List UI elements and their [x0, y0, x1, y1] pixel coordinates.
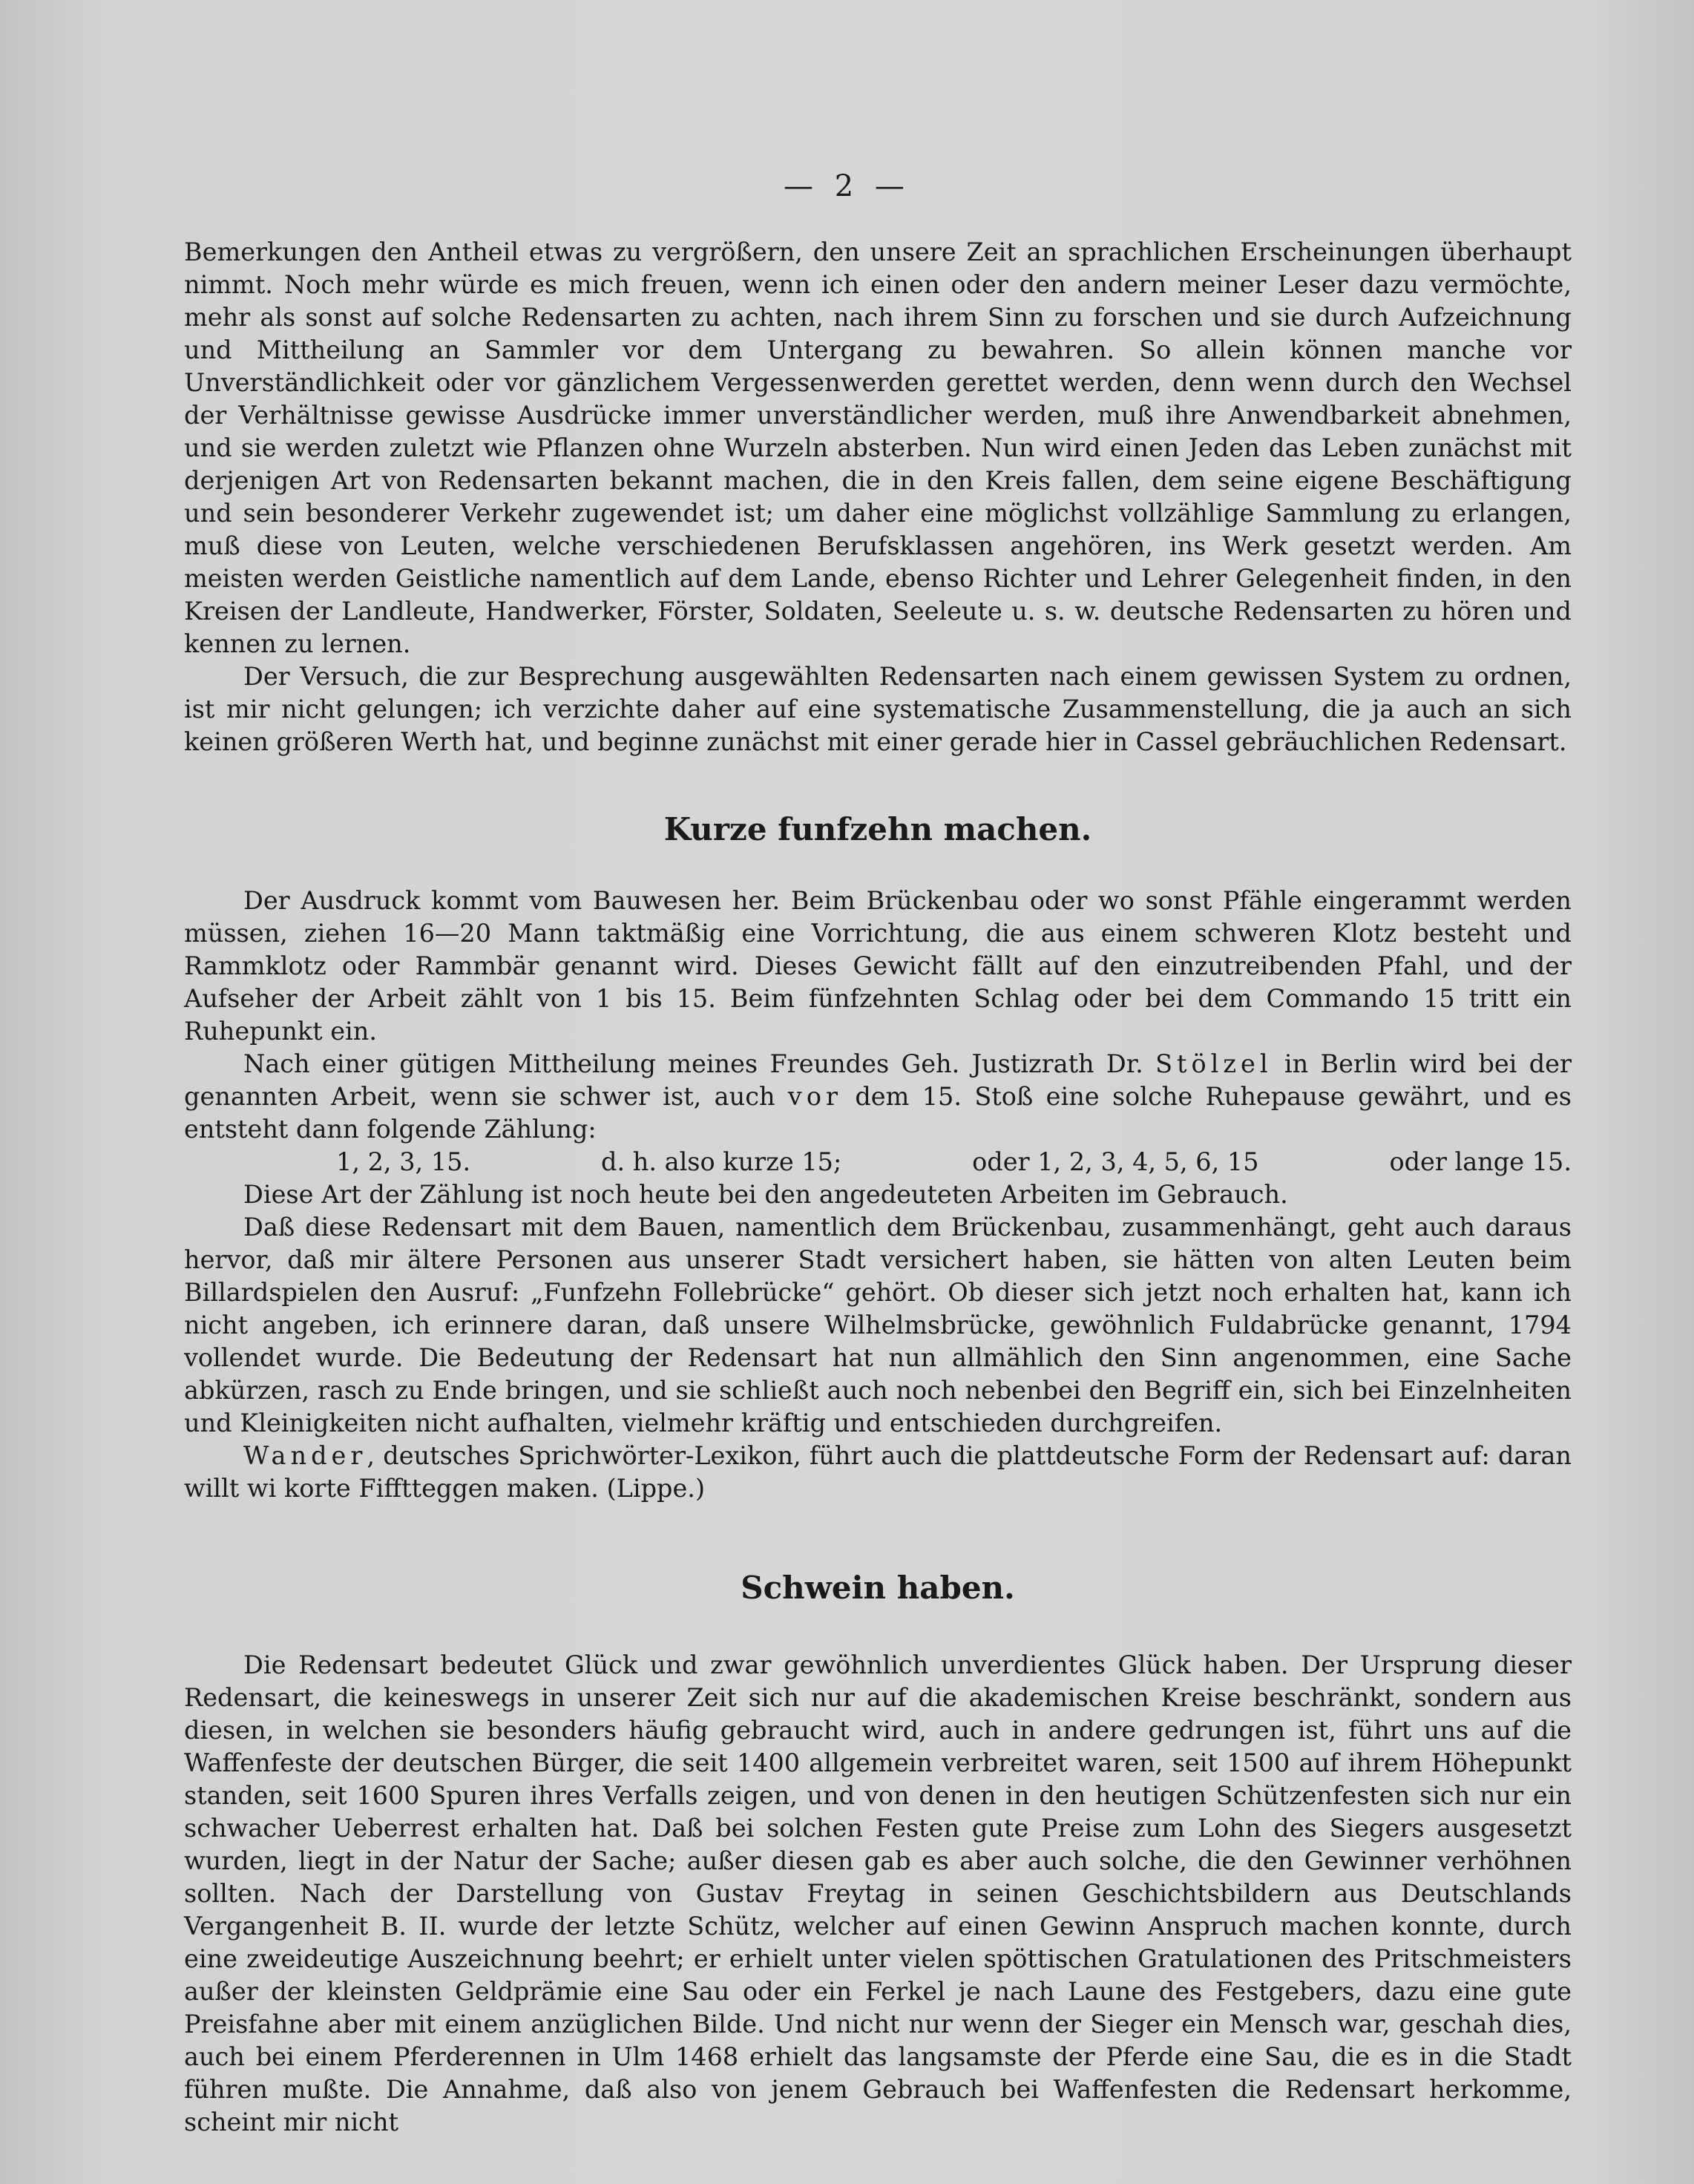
count-short-sequence: 1, 2, 3, 15.: [336, 1147, 471, 1176]
counting-example: [184, 1146, 1572, 1178]
intro-paragraph-1: Bemerkungen den Antheil etwas zu vergrößern, den unsere Zeit an sprachlichen Erscheinungen überhaupt nimmt. Noch mehr würde es mich freuen, wenn ich einen oder den andern meiner Leser dazu vermöchte, mehr als sonst auf solche Redensarten zu achten, nach ihrem Sinn zu forschen und sie durch Aufzeichnung und Mittheilung an Sammler vor dem Untergang zu bewahren. So allein können manche vor Unverständlichkeit oder vor gänzlichem Vergessenwerden gerettet werden, denn wenn durch den Wechsel der Verhältnisse gewisse Ausdrücke immer unverständlicher werden, muß ihre Anwendbarkeit abnehmen, und sie werden zuletzt wie Pflanzen ohne Wurzeln absterben. Nun wird einen Jeden das Leben zunächst mit derjenigen Art von Redensarten bekannt machen, die in den Kreis fallen, dem seine eigene Beschäftigung und sein besonderer Verkehr zugewendet ist; um daher eine möglichst vollzählige Sammlung zu erlangen, muß diese von Leuten, welche verschiedenen Berufsklassen angehören, ins Werk gesetzt werden. Am meisten werden Geistliche namentlich auf dem Lande, ebenso Richter und Lehrer Gelegenheit finden, in den Kreisen der Landleute, Handwerker, Förster, Soldaten, Seeleute u. s. w. deutsche Redensarten zu hören und kennen zu lernen.: [184, 237, 1572, 658]
emphasis-vor: vor: [787, 1082, 842, 1111]
body-text: [184, 236, 1572, 2139]
intro-paragraph-2: Der Versuch, die zur Besprechung ausgewählten Redensarten nach einem gewissen System zu ordnen, ist mir nicht gelungen; ich verzichte daher auf eine systematische Zusammenstellung, die ja auch an sich keinen größeren Werth hat, und beginne zunächst mit einer gerade hier in Cassel gebräuchlichen Redensart.: [184, 662, 1572, 756]
section1-paragraph-4: Daß diese Redensart mit dem Bauen, namentlich dem Brückenbau, zusammenhängt, geht auch daraus hervor, daß mir ältere Personen aus unserer Stadt versichert haben, sie hätten von alten Leuten beim Billardspielen den Ausruf: „Funfzehn Follebrücke“ gehört. Ob dieser sich jetzt noch erhalten hat, kann ich nicht angeben, ich erinnere daran, daß unsere Wilhelmsbrücke, gewöhnlich Fuldabrücke genannt, 1794 vollendet wurde. Die Bedeutung der Redensart hat nun allmählich den Sinn angenommen, eine Sache abkürzen, rasch zu Ende bringen, und sie schließt auch noch nebenbei den Begriff ein, sich bei Einzelnheiten und Kleinigkeiten nicht aufhalten, vielmehr kräftig und entschieden durchgreifen.: [184, 1213, 1572, 1437]
count-short-label: d. h. also kurze 15;: [601, 1147, 842, 1176]
section1-paragraph-2: [184, 1048, 1572, 1146]
section1-p2-text-c: dem 15. Stoß eine solche Ruhepause gewährt, und es entsteht dann folgende Zählung:: [184, 1082, 1572, 1144]
count-long-label: oder lange 15.: [1389, 1147, 1572, 1176]
section-heading-kurze-funfzehn: Kurze funfzehn machen.: [663, 811, 1092, 847]
section1-paragraph-1: Der Ausdruck kommt vom Bauwesen her. Beim Brückenbau oder wo sonst Pfähle eingerammt werden müssen, ziehen 16—20 Mann taktmäßig eine Vorrichtung, die aus einem schweren Klotz besteht und Rammklotz oder Rammbär genannt wird. Dieses Gewicht fällt auf den einzutreibenden Pfahl, und der Aufseher der Arbeit zählt von 1 bis 15. Beim fünfzehnten Schlag oder bei dem Commando 15 tritt ein Ruhepunkt ein.: [184, 886, 1572, 1046]
page-number: — 2 —: [784, 169, 910, 203]
section1-p5-text: , deutsches Sprichwörter-Lexikon, führt auch die plattdeutsche Form der Redensart auf: daran willt wi korte Fifftteggen maken. (Lippe.): [184, 1441, 1572, 1503]
section1-paragraph-3: Diese Art der Zählung ist noch heute bei den angedeuteten Arbeiten im Gebrauch.: [243, 1180, 1288, 1209]
section1-p2-text-b: in Berlin wird bei der genannten Arbeit, wenn sie schwer ist, auch: [184, 1049, 1572, 1111]
author-name-stoelzel: Stölzel: [1155, 1049, 1273, 1078]
section-heading-schwein-haben: Schwein haben.: [741, 1570, 1015, 1606]
author-name-wander: Wander: [243, 1441, 367, 1470]
section1-paragraph-5: [184, 1440, 1572, 1505]
section1-p2-text-a: Nach einer gütigen Mittheilung meines Freundes Geh. Justizrath Dr.: [243, 1049, 1156, 1078]
section2-paragraph-1: Die Redensart bedeutet Glück und zwar gewöhnlich unverdientes Glück haben. Der Ursprung dieser Redensart, die keineswegs in unserer Zeit sich nur auf die akademischen Kreise beschränkt, sondern aus diesen, in welchen sie besonders häufig gebraucht wird, auch in andere gedrungen ist, führt uns auf die Waffenfeste der deutschen Bürger, die seit 1400 allgemein verbreitet waren, seit 1500 auf ihrem Höhepunkt standen, seit 1600 Spuren ihres Verfalls zeigen, und von denen in den heutigen Schützenfesten sich nur ein schwacher Ueberrest erhalten hat. Daß bei solchen Festen gute Preise zum Lohn des Siegers ausgesetzt wurden, liegt in der Natur der Sache; außer diesen gab es aber auch solche, die den Gewinner verhöhnen sollten. Nach der Darstellung von Gustav Freytag in seinen Geschichtsbildern aus Deutschlands Vergangenheit B. II. wurde der letzte Schütz, welcher auf einen Gewinn Anspruch machen konnte, durch eine zweideutige Auszeichnung beehrt; er erhielt unter vielen spöttischen Gratulationen des Pritschmeisters außer der kleinsten Geldprämie eine Sau oder ein Ferkel je nach Laune des Festgebers, dazu eine gute Preisfahne aber mit einem anzüglichen Bilde. Und nicht nur wenn der Sieger ein Mensch war, geschah dies, auch bei einem Pferderennen in Ulm 1468 erhielt das langsamste der Pferde eine Sau, die es in die Stadt führen mußte. Die Annahme, daß also von jenem Gebrauch bei Waffenfesten die Redensart herkomme, scheint mir nicht: [184, 1650, 1572, 2137]
count-long-sequence: oder 1, 2, 3, 4, 5, 6, 15: [972, 1147, 1259, 1176]
